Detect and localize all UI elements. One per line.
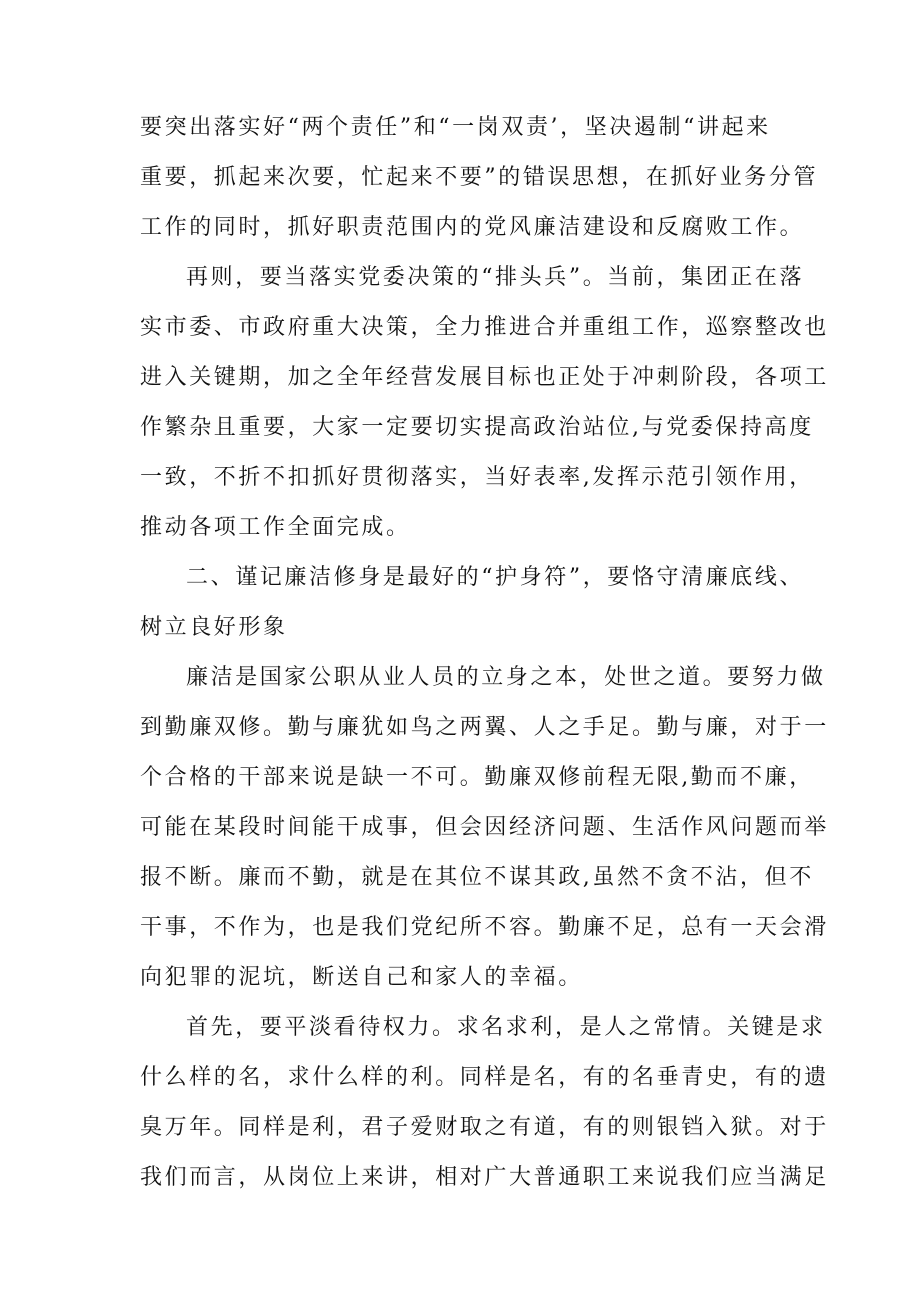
- text-line: 报不断。廉而不勤，就是在其位不谋其政,虽然不贪不沾，但不: [140, 865, 814, 890]
- section-heading-line: 二、谨记廉洁修身是最好的“护身符”，要恪守清廉底线、: [186, 565, 805, 590]
- text-line: 干事，不作为，也是我们党纪所不容。勤廉不足，总有一天会滑: [140, 915, 829, 940]
- text-line: 实市委、市政府重大决策，全力推进合并重组工作，巡察整改也: [140, 315, 829, 340]
- text-line: 臭万年。同样是利，君子爱财取之有道，有的则银铛入狱。对于: [140, 1115, 829, 1140]
- paragraph-first-line: 廉洁是国家公职从业人员的立身之本，处世之道。要努力做: [186, 665, 826, 690]
- text-line: 工作的同时，抓好职责范围内的党风廉洁建设和反腐败工作。: [140, 215, 805, 240]
- text-line: 一致，不折不扣抓好贯彻落实，当好表率,发挥示范引领作用，: [140, 465, 814, 490]
- section-heading-line: 树立良好形象: [140, 615, 288, 640]
- text-line: 要突出落实好“两个责任”和“一岗双责’，坚决遏制“讲起来: [140, 115, 771, 140]
- paragraph-first-line: 首先，要平淡看待权力。求名求利，是人之常情。关键是求: [186, 1015, 826, 1040]
- text-line: 个合格的干部来说是缺一不可。勤廉双修前程无限,勤而不廉，: [140, 765, 814, 790]
- text-line: 进入关键期，加之全年经营发展目标也正处于冲刺阶段，各项工: [140, 365, 829, 390]
- text-line: 重要，抓起来次要，忙起来不要”的错误思想，在抓好业务分管: [140, 165, 819, 190]
- text-line: 到勤廉双修。勤与廉犹如鸟之两翼、人之手足。勤与廉，对于一: [140, 715, 829, 740]
- text-line: 我们而言，从岗位上来讲，相对广大普通职工来说我们应当满足: [140, 1165, 829, 1190]
- text-line: 向犯罪的泥坑，断送自己和家人的幸福。: [140, 965, 583, 990]
- text-line: 作繁杂且重要，大家一定要切实提高政治站位,与党委保持高度: [140, 415, 814, 440]
- text-line: 可能在某段时间能干成事，但会因经济问题、生活作风问题而举: [140, 815, 829, 840]
- paragraph-first-line: 再则，要当落实党委决策的“排头兵”。当前，集团正在落: [186, 265, 805, 290]
- text-line: 什么样的名，求什么样的利。同样是名，有的名垂青史，有的遗: [140, 1065, 829, 1090]
- text-line: 推动各项工作全面完成。: [140, 515, 411, 540]
